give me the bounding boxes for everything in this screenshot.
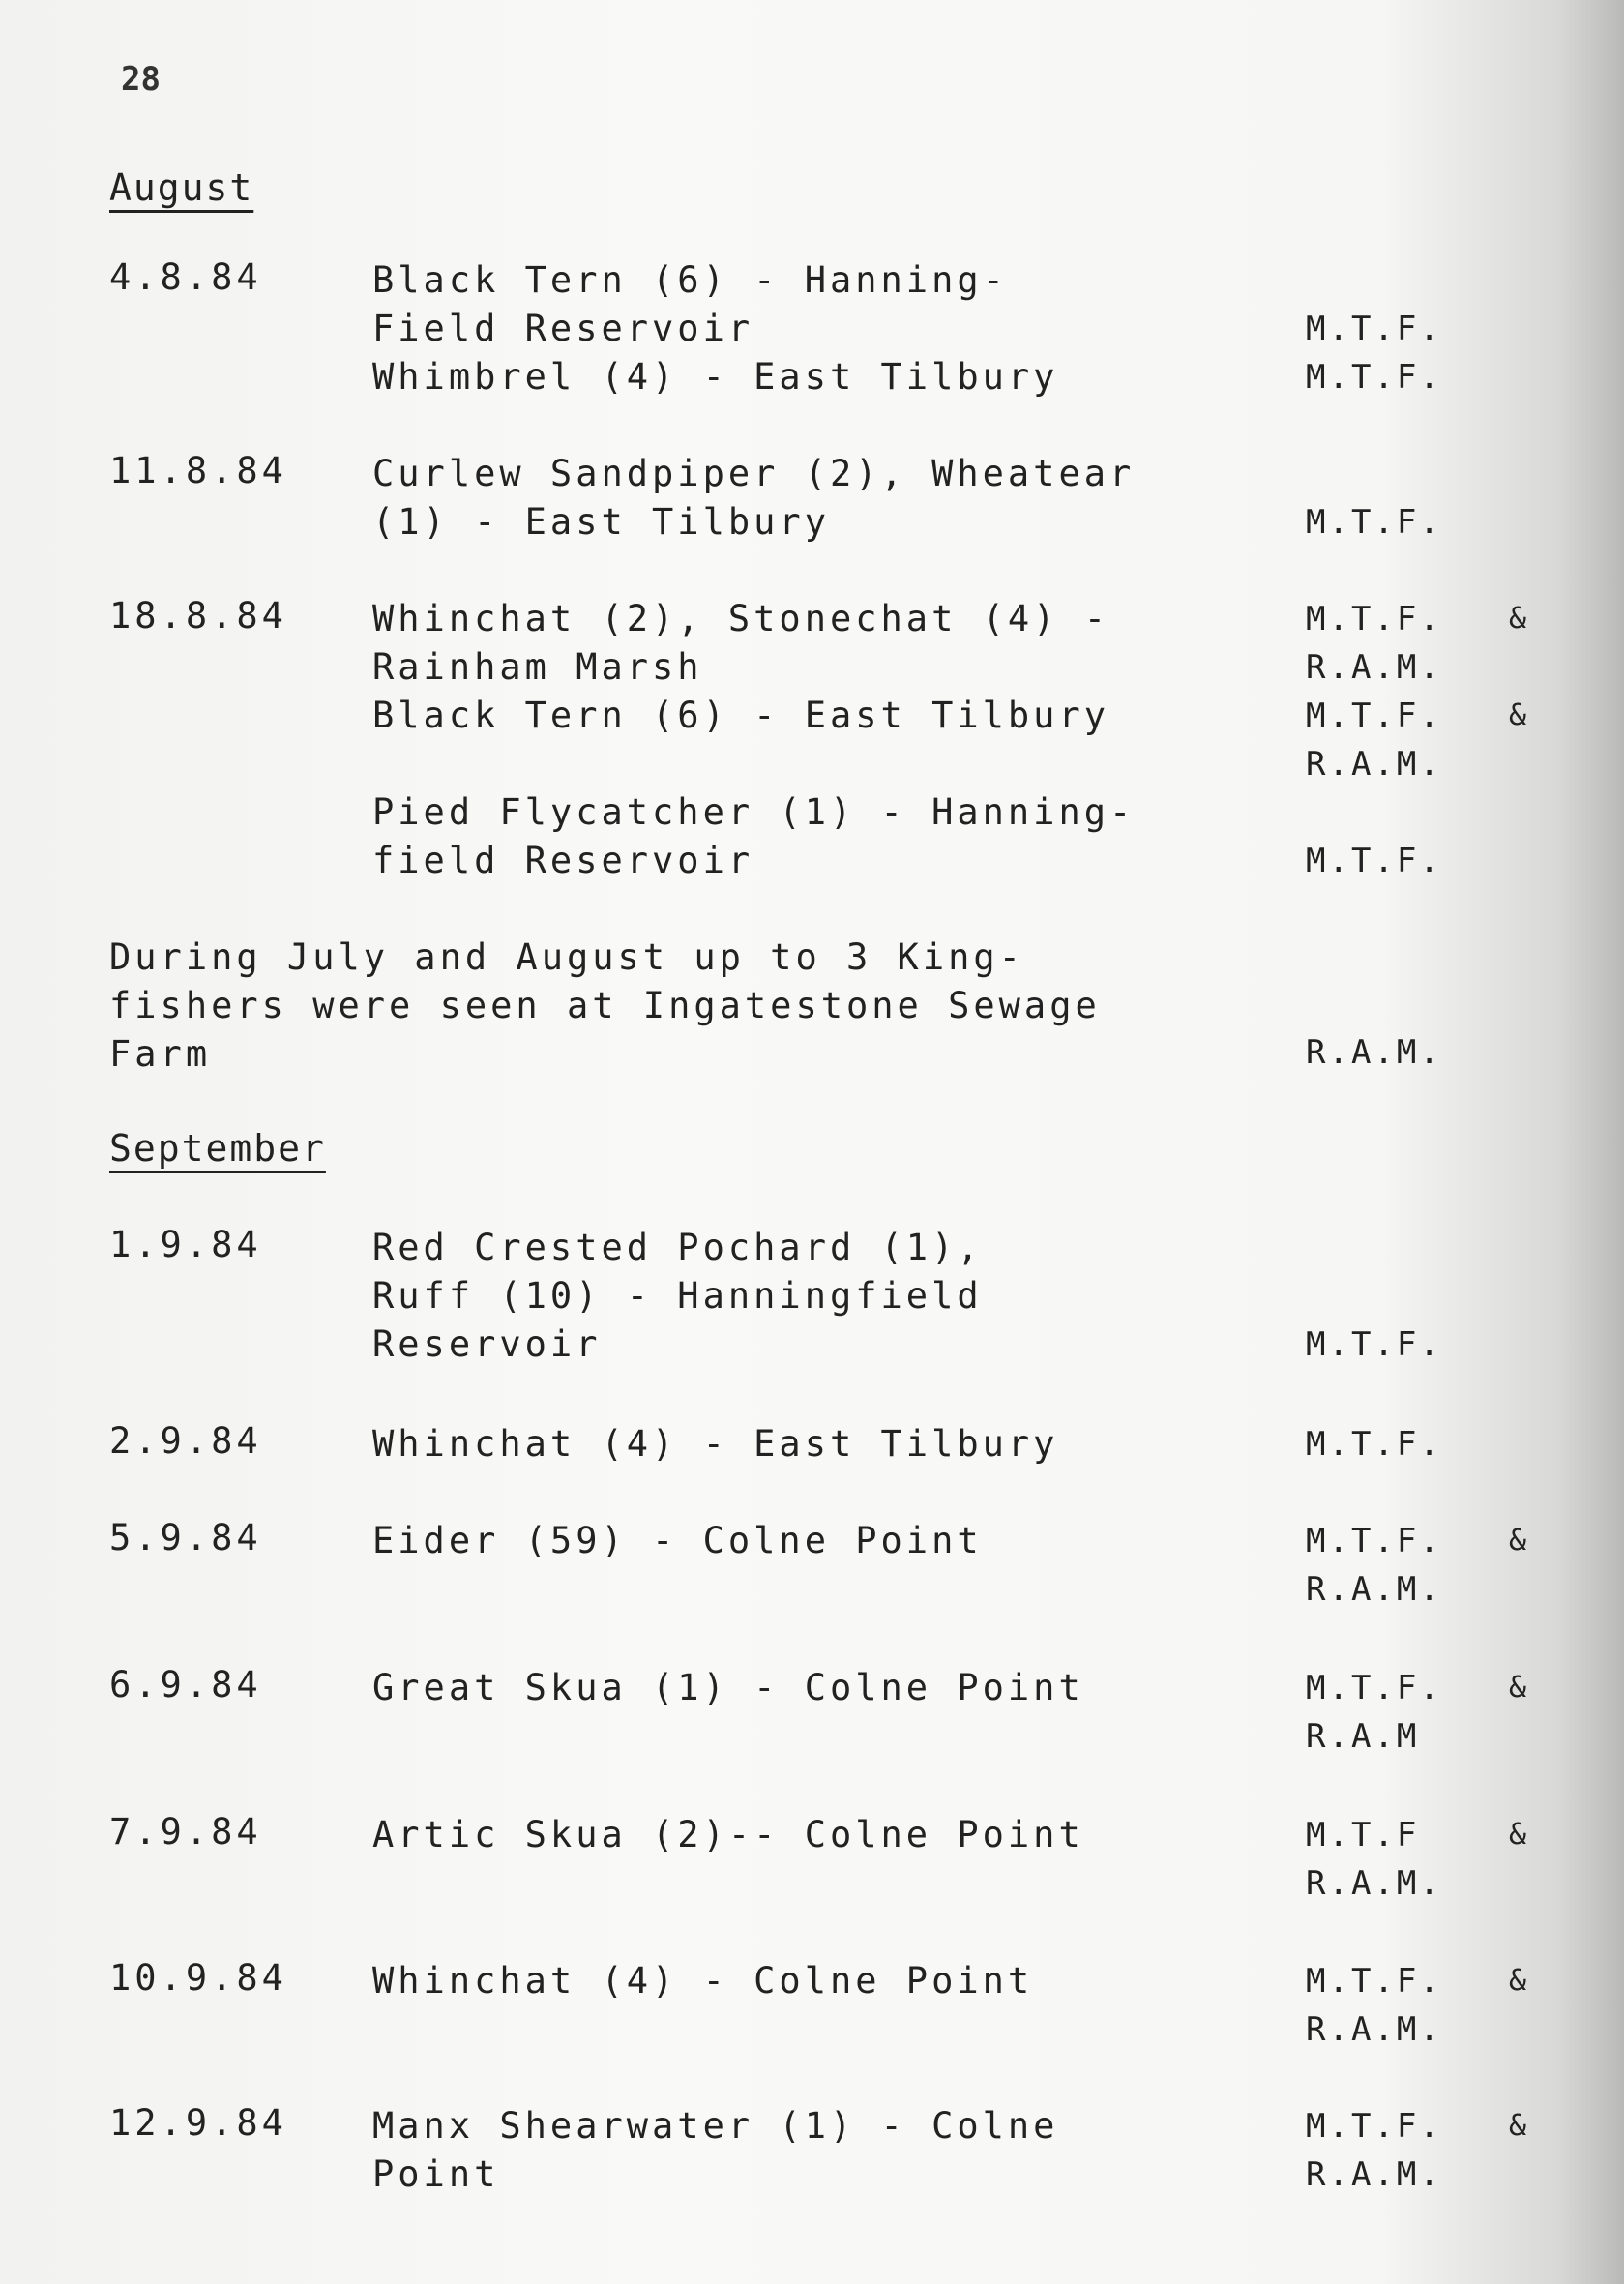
entry-observers	[1306, 450, 1442, 547]
august-note-observer: R.A.M.	[1306, 1033, 1442, 1072]
entry-line	[372, 740, 1272, 788]
entry-ampersands	[1509, 1811, 1526, 1859]
entry-line: Eider (59) - Colne Point	[372, 1520, 983, 1561]
observer-line	[1306, 1224, 1442, 1272]
entry-text	[372, 595, 1272, 885]
entry-line: Point	[372, 2153, 500, 2195]
entry-observers	[1306, 1224, 1442, 1369]
entry-date: 12.9.84	[109, 2102, 287, 2144]
entry-text	[372, 1664, 1272, 1712]
september-heading: September	[109, 1127, 326, 1170]
entry-text	[372, 1811, 1272, 1859]
entry-line: Whinchat (4) - East Tilbury	[372, 1423, 1059, 1465]
observer-line: R.A.M.	[1306, 2010, 1442, 2049]
entry-ampersands	[1509, 2102, 1526, 2151]
entry-line: Whinchat (2), Stonechat (4) -	[372, 598, 1110, 639]
entry-text	[372, 1517, 1272, 1565]
entry-observers	[1306, 2102, 1442, 2199]
ampersand: &	[1509, 2109, 1527, 2143]
observer-line: M.T.F.	[1306, 1669, 1442, 1707]
entry-observers	[1306, 1517, 1442, 1614]
entry-line: Ruff (10) - Hanningfield	[372, 1275, 983, 1317]
observer-line: M.T.F.	[1306, 1522, 1442, 1560]
entry-line: Rainham Marsh	[372, 646, 703, 688]
entry-text	[372, 450, 1272, 547]
observer-line: M.T.F.	[1306, 600, 1442, 638]
entry-line: Curlew Sandpiper (2), Wheatear	[372, 453, 1136, 494]
ampersand: &	[1509, 1818, 1527, 1852]
entry-ampersands	[1509, 1957, 1526, 2005]
entry-date: 5.9.84	[109, 1517, 262, 1558]
observer-line: M.T.F.	[1306, 842, 1442, 880]
observer-line: M.T.F.	[1306, 1325, 1442, 1364]
entry-date: 6.9.84	[109, 1664, 262, 1706]
note-line: During July and August up to 3 King-	[109, 936, 1024, 978]
observer-line: R.A.M.	[1306, 1864, 1442, 1903]
entry-text	[372, 2102, 1272, 2199]
entry-date: 7.9.84	[109, 1811, 262, 1853]
entry-ampersands	[1509, 1517, 1526, 1565]
entry-text	[372, 1420, 1272, 1468]
observer-line	[1306, 450, 1442, 498]
entry-date: 1.9.84	[109, 1224, 262, 1265]
entry-observers	[1306, 256, 1442, 401]
entry-observers	[1306, 1811, 1442, 1908]
ampersand: &	[1509, 1524, 1527, 1557]
entry-ampersands	[1509, 595, 1526, 740]
entry-date: 18.8.84	[109, 595, 287, 637]
ampersand: &	[1509, 1671, 1527, 1705]
note-line: Farm	[109, 1033, 212, 1075]
entry-line: Great Skua (1) - Colne Point	[372, 1667, 1084, 1708]
observer-line: R.A.M.	[1306, 648, 1442, 687]
entry-text	[372, 1957, 1272, 2005]
observer-line	[1306, 788, 1442, 837]
observer-line: M.T.F	[1306, 1816, 1420, 1854]
entry-line: Whimbrel (4) - East Tilbury	[372, 356, 1059, 398]
observer-line: M.T.F.	[1306, 1425, 1442, 1464]
entry-date: 11.8.84	[109, 450, 287, 491]
ampersand: &	[1509, 602, 1527, 636]
entry-text	[372, 256, 1272, 401]
observer-line: M.T.F.	[1306, 358, 1442, 397]
observer-line: M.T.F.	[1306, 2107, 1442, 2146]
ampersand: &	[1509, 698, 1527, 732]
entry-line: Whinchat (4) - Colne Point	[372, 1960, 1034, 2002]
observer-line: R.A.M.	[1306, 2155, 1442, 2194]
entry-line: field Reservoir	[372, 840, 754, 881]
observer-line: R.A.M.	[1306, 1570, 1442, 1609]
entry-line: Black Tern (6) - East Tilbury	[372, 695, 1110, 736]
entry-text	[372, 1224, 1272, 1369]
entry-line: Red Crested Pochard (1),	[372, 1227, 983, 1268]
entry-line: Black Tern (6) - Hanning-	[372, 259, 1008, 301]
entry-line: Manx Shearwater (1) - Colne	[372, 2105, 1059, 2147]
page-number: 28	[121, 60, 161, 99]
entry-observers	[1306, 1664, 1442, 1761]
august-note	[109, 934, 1299, 1079]
entry-observers	[1306, 1420, 1442, 1468]
observer-line: M.T.F.	[1306, 310, 1442, 348]
entry-line: Reservoir	[372, 1323, 602, 1365]
entry-date: 4.8.84	[109, 256, 262, 298]
entry-line: Artic Skua (2)-- Colne Point	[372, 1814, 1084, 1855]
ampersand: &	[1509, 1964, 1527, 1998]
entry-line: Pied Flycatcher (1) - Hanning-	[372, 791, 1136, 833]
entry-observers	[1306, 595, 1442, 885]
observer-line: R.A.M	[1306, 1717, 1420, 1756]
entry-date: 2.9.84	[109, 1420, 262, 1462]
observer-line: R.A.M.	[1306, 745, 1442, 784]
observer-line: M.T.F.	[1306, 697, 1442, 735]
entry-ampersands	[1509, 1664, 1526, 1712]
entry-observers	[1306, 1957, 1442, 2054]
observer-line	[1306, 1272, 1442, 1320]
entry-line: Field Reservoir	[372, 308, 754, 349]
august-heading: August	[109, 166, 254, 209]
entry-line: (1) - East Tilbury	[372, 501, 830, 543]
note-line: fishers were seen at Ingatestone Sewage	[109, 985, 1101, 1026]
observer-line	[1306, 256, 1442, 305]
observer-line: M.T.F.	[1306, 503, 1442, 542]
observer-line: M.T.F.	[1306, 1962, 1442, 2001]
ampersand	[1509, 643, 1526, 692]
entry-date: 10.9.84	[109, 1957, 287, 1999]
